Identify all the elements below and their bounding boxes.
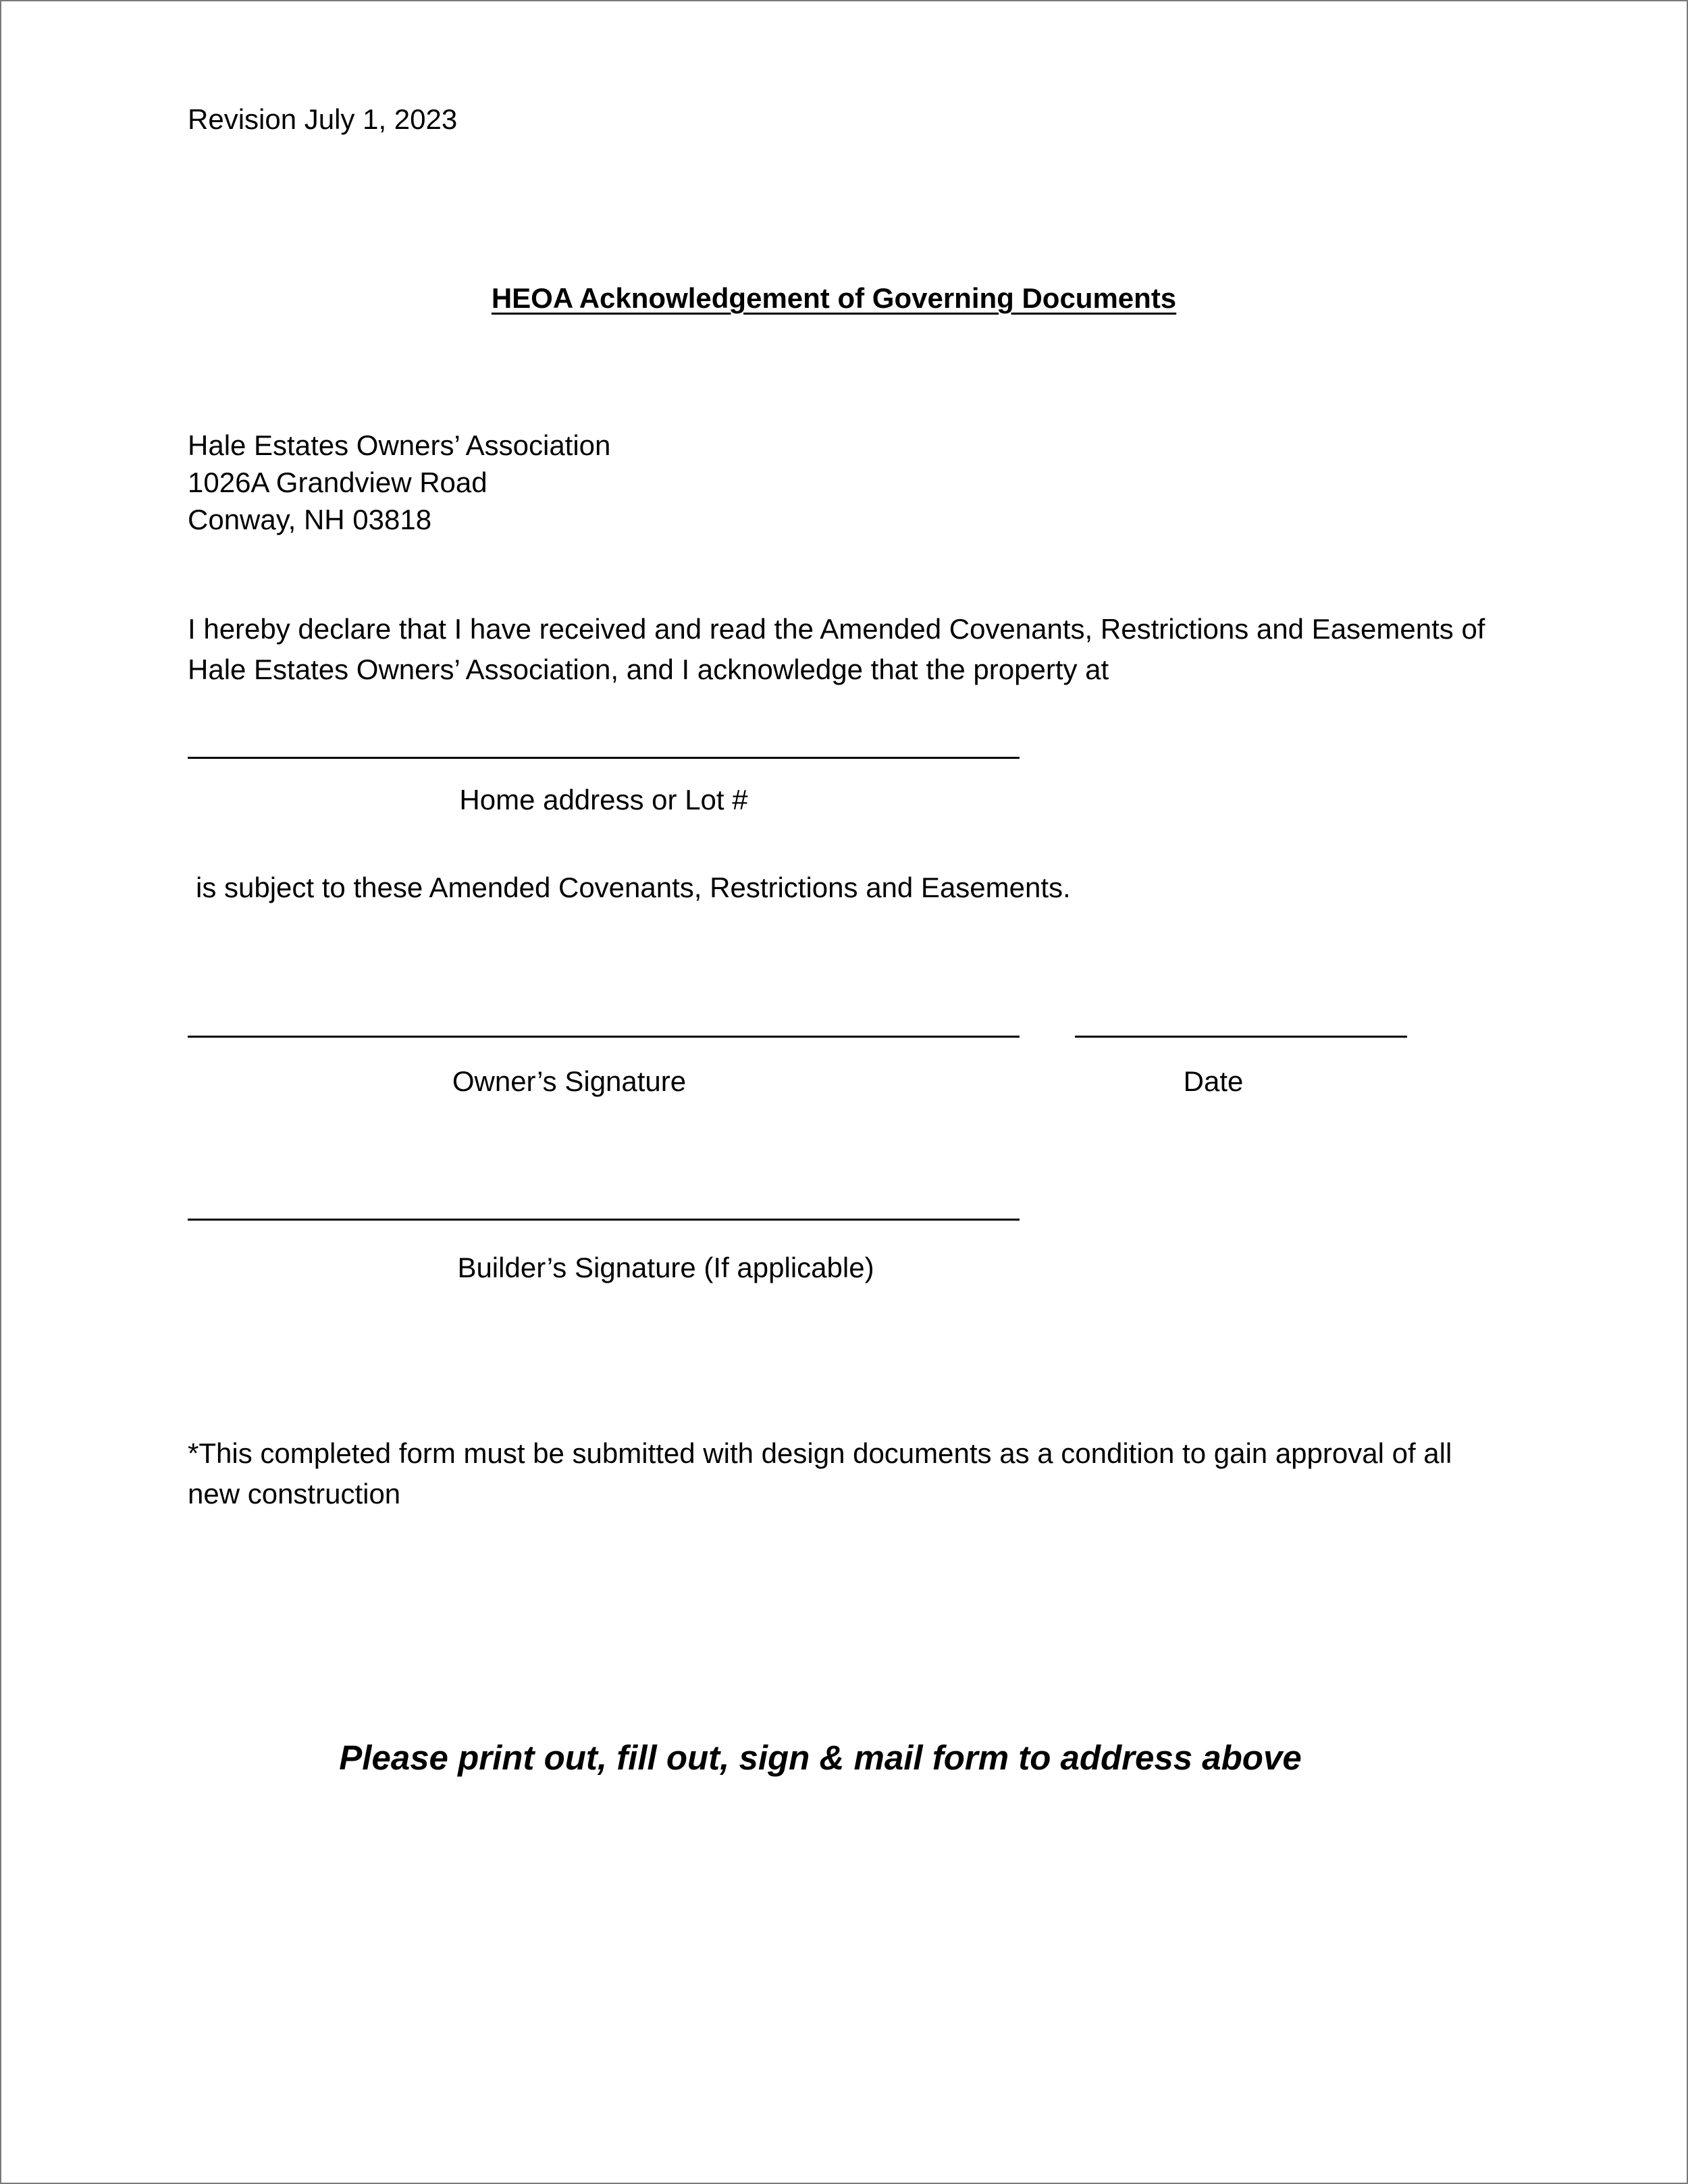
date-line[interactable] (1075, 1036, 1407, 1038)
revision-date: Revision July 1, 2023 (188, 103, 458, 135)
form-title: HEOA Acknowledgement of Governing Documents (491, 282, 1177, 314)
submission-note-line-2: new construction (188, 1478, 401, 1510)
submission-note-line-1: *This completed form must be submitted with design documents as a condition to gain approval of all (188, 1437, 1452, 1469)
builder-signature-label: Builder’s Signature (If applicable) (457, 1252, 874, 1283)
association-street: 1026A Grandview Road (188, 467, 487, 498)
declaration-line-2: Hale Estates Owners’ Association, and I acknowledge that the property at (188, 654, 1109, 685)
association-name: Hale Estates Owners’ Association (188, 429, 611, 461)
declaration-line-1: I hereby declare that I have received and read the Amended Covenants, Restrictions and Easements of (188, 613, 1485, 645)
builder-signature-line[interactable] (188, 1219, 1020, 1221)
home-address-label: Home address or Lot # (459, 784, 748, 816)
subject-statement: is subject to these Amended Covenants, Restrictions and Easements. (196, 872, 1071, 903)
mail-instruction: Please print out, fill out, sign & mail form to address above (339, 1738, 1302, 1777)
association-city-state-zip: Conway, NH 03818 (188, 504, 432, 535)
owner-signature-line[interactable] (188, 1036, 1020, 1038)
home-address-line[interactable] (188, 757, 1020, 759)
owner-signature-label: Owner’s Signature (452, 1065, 687, 1097)
date-label: Date (1183, 1065, 1244, 1097)
